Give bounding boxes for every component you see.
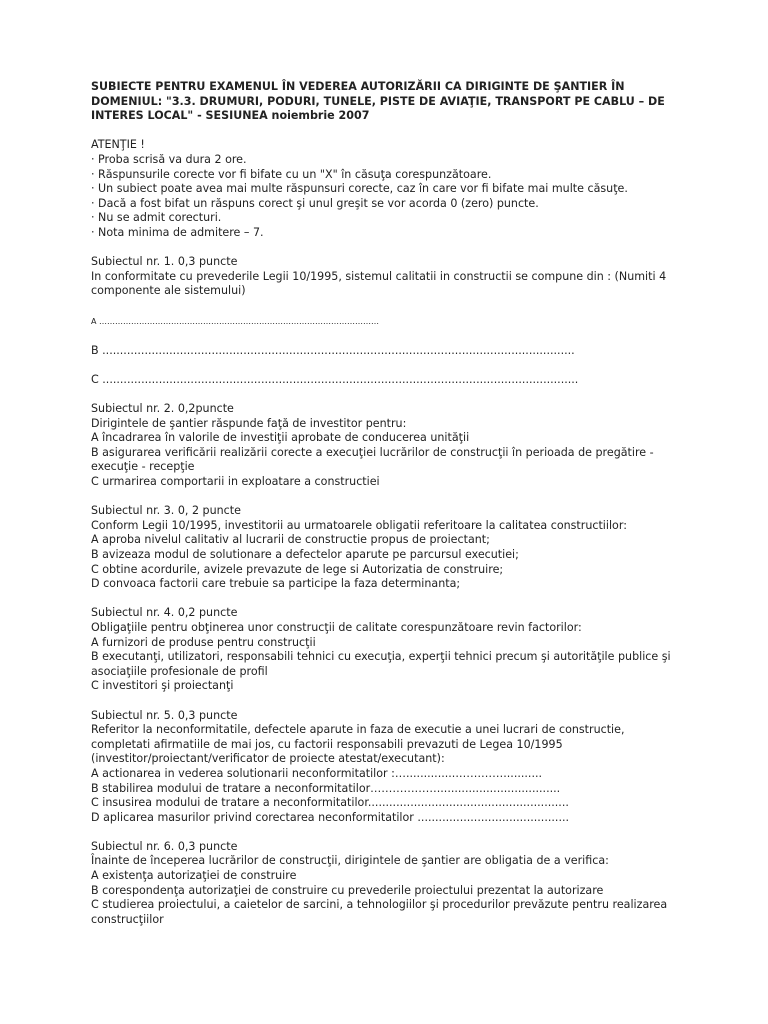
subject-heading: Subiectul nr. 4. 0,2 puncte — [91, 606, 238, 620]
attention-item: · Răspunsurile corecte vor fi bifate cu un "X" în căsuţa corespunzătoare. — [91, 167, 492, 181]
option-b-cont: execuţie - recepţie — [91, 460, 195, 474]
answer-line-a: A …………………………………………………………………………………………… — [91, 316, 380, 326]
title-line: DOMENIUL: "3.3. DRUMURI, PODURI, TUNELE, PISTE DE AVIAŢIE, TRANSPORT PE CABLU – DE — [91, 94, 665, 108]
fill-in-a: A actionarea in vederea solutionarii neconformitatilor :…...............…………........... — [91, 766, 543, 780]
attention-item: · Dacă a fost bifat un răspuns corect şi unul greşit se vor acorda 0 (zero) puncte. — [91, 196, 539, 210]
answer-line-c: C ....................................................................................................................................... — [91, 372, 579, 386]
subject-2 — [91, 402, 691, 490]
exam-document — [91, 80, 691, 927]
option-b: B asigurarea verificării realizării corecte a execuţiei lucrărilor de construcţii în perioada de pregătire - — [91, 445, 654, 459]
question-text: Referitor la neconformitatile, defectele aparute in faza de executie a unei lucrari de constructie, — [91, 723, 625, 737]
subject-heading: Subiectul nr. 2. 0,2puncte — [91, 402, 234, 416]
option-b: B executanţi, utilizatori, responsabili tehnici cu execuţia, experţii tehnici precum şi autorităţile publice şi — [91, 650, 671, 664]
question-text: Înainte de începerea lucrărilor de construcţii, dirigintele de şantier are obligatia de a verifica: — [91, 854, 609, 868]
attention-item: · Proba scrisă va dura 2 ore. — [91, 152, 247, 166]
option-b-cont: asociaţiile profesionale de profil — [91, 664, 268, 678]
title-line: SUBIECTE PENTRU EXAMENUL ÎN VEDEREA AUTORIZĂRII CA DIRIGINTE DE ŞANTIER ÎN — [91, 80, 625, 93]
subject-heading: Subiectul nr. 3. 0, 2 puncte — [91, 504, 241, 518]
answer-line-b: B ...................................................................................................................................... — [91, 343, 575, 357]
question-text: Dirigintele de şantier răspunde faţă de investitor pentru: — [91, 416, 407, 430]
attention-notice — [91, 138, 691, 240]
subject-heading: Subiectul nr. 6. 0,3 puncte — [91, 839, 238, 853]
attention-item: · Nu se admit corecturi. — [91, 211, 222, 225]
fill-in-b: B stabilirea modului de tratare a neconformitatilor………………................................... — [91, 781, 561, 795]
fill-in-d: D aplicarea masurilor privind corectarea neconformitatilor ........................................... — [91, 810, 570, 824]
subject-heading: Subiectul nr. 5. 0,3 puncte — [91, 708, 238, 722]
subject-1 — [91, 255, 691, 387]
title-line: INTERES LOCAL" - SESIUNEA noiembrie 2007 — [91, 109, 370, 123]
question-text: completati afirmatiile de mai jos, cu factorii responsabili prevazuti de Legea 10/1995 — [91, 737, 563, 751]
option-c: C studierea proiectului, a caietelor de sarcini, a tehnologiilor şi procedurilor prevăzute pentru realizarea — [91, 898, 668, 912]
question-text: Conform Legii 10/1995, investitorii au urmatoarele obligatii referitoare la calitatea constructiilor: — [91, 518, 627, 532]
question-text: componente ale sistemului) — [91, 284, 246, 298]
option-a: A încadrarea în valorile de investiţii aprobate de conducerea unităţii — [91, 431, 470, 445]
question-text: (investitor/proiectant/verificator de proiecte atestat/executant): — [91, 752, 445, 766]
option-a: A existenţa autorizaţiei de construire — [91, 869, 297, 883]
question-text: Obligaţiile pentru obţinerea unor construcţii de calitate corespunzătoare revin factorilor: — [91, 620, 582, 634]
option-b: B avizeaza modul de solutionare a defectelor aparute pe parcursul executiei; — [91, 548, 519, 561]
attention-heading: ATENŢIE ! — [91, 138, 145, 152]
option-c-cont: construcţiilor — [91, 912, 164, 926]
option-c: C urmarirea comportarii in exploatare a constructiei — [91, 475, 380, 489]
question-text: In conformitate cu prevederile Legii 10/1995, sistemul calitatii in constructii se compune din : (Numiti 4 — [91, 269, 667, 283]
subject-3 — [91, 504, 691, 592]
subject-heading: Subiectul nr. 1. 0,3 puncte — [91, 255, 238, 269]
option-a: A aproba nivelul calitativ al lucrarii de constructie propus de proiectant; — [91, 533, 490, 547]
attention-item: · Un subiect poate avea mai multe răspunsuri corecte, caz în care vor fi bifate mai multe căsuţe. — [91, 182, 628, 196]
fill-in-c: C insusirea modului de tratare a neconformitatilor......................................................... — [91, 796, 569, 810]
option-c: C obtine acordurile, avizele prevazute de lege si Autorizatia de construire; — [91, 562, 504, 576]
option-d: D convoaca factorii care trebuie sa participe la faza determinanta; — [91, 577, 461, 591]
document-title — [91, 80, 691, 124]
attention-item: · Nota minima de admitere – 7. — [91, 225, 264, 239]
option-c: C investitori şi proiectanţi — [91, 679, 234, 693]
subject-4 — [91, 606, 691, 694]
option-b: B corespondenţa autorizaţiei de construire cu prevederile proiectului prezentat la autorizare — [91, 883, 604, 897]
subject-5 — [91, 709, 691, 826]
option-a: A furnizori de produse pentru construcţii — [91, 635, 316, 649]
subject-6 — [91, 840, 691, 928]
